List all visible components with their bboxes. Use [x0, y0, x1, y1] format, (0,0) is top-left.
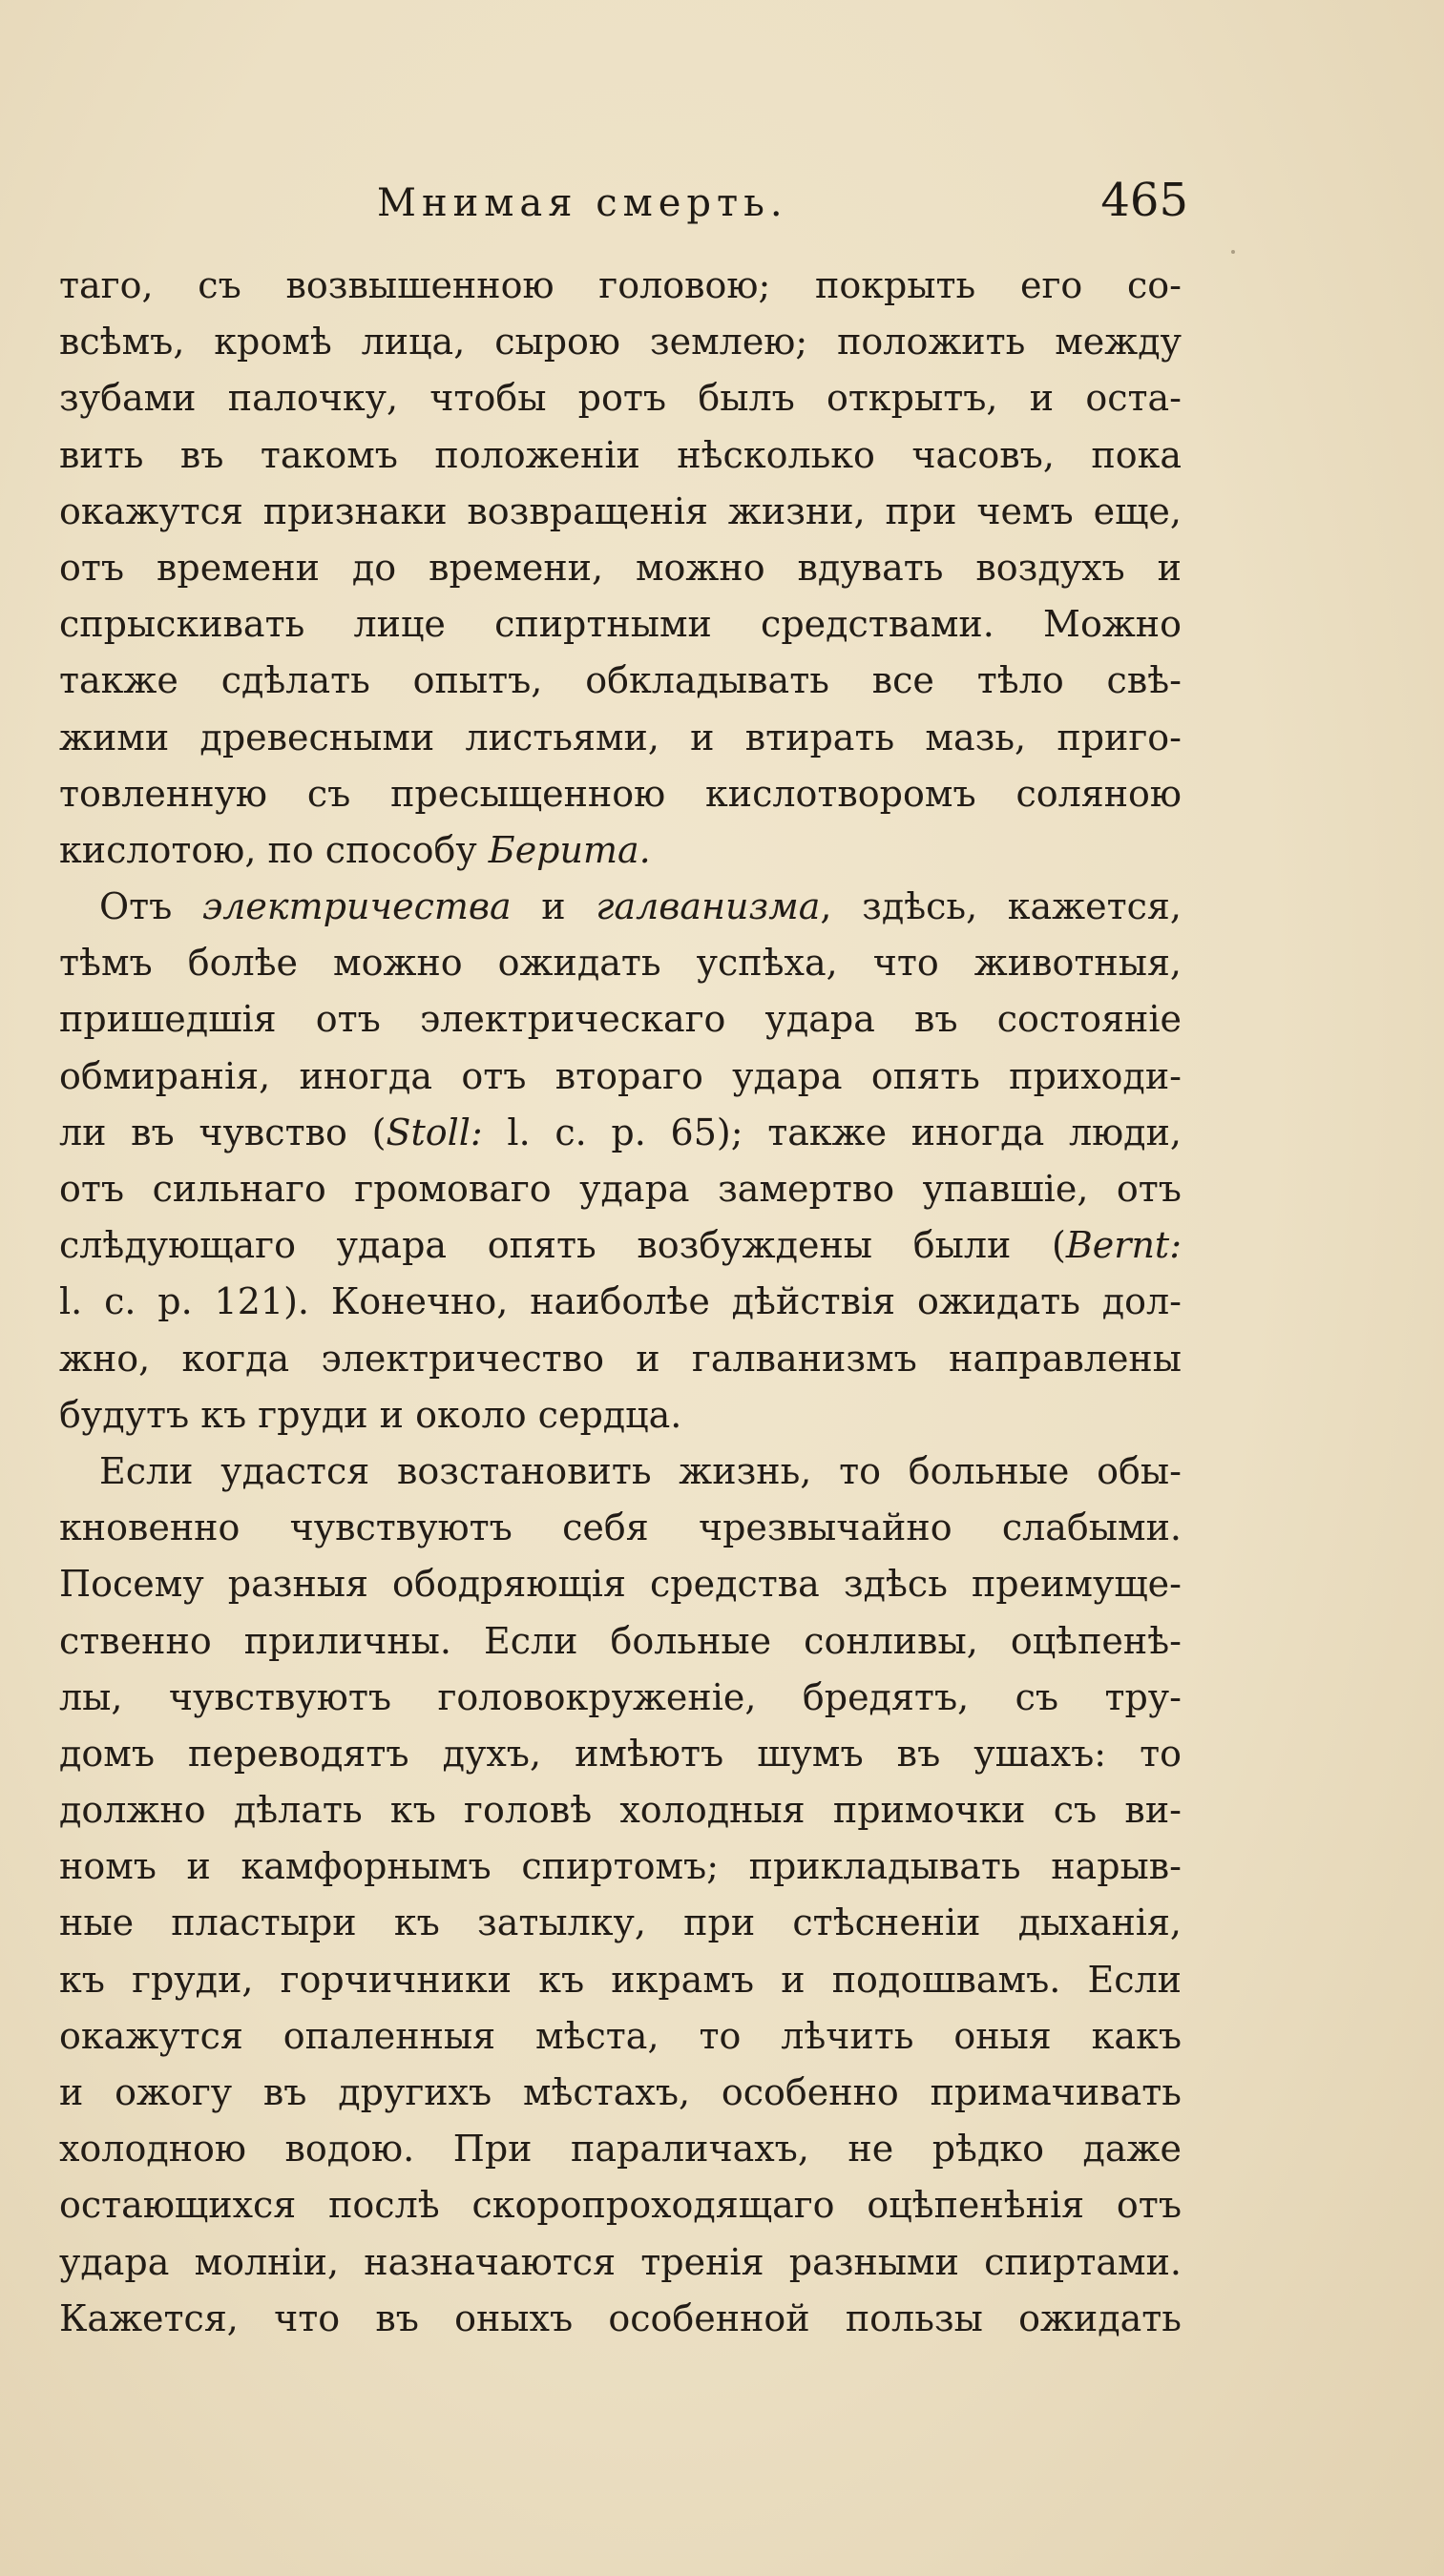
text-line: Кажется, что въ оныхъ особенной пользы ожидать	[59, 2296, 1182, 2339]
text-line: къ груди, горчичники къ икрамъ и подошвамъ. Если	[59, 1958, 1182, 2001]
text-line: Посему разныя ободряющія средства здѣсь преимуще-	[59, 1563, 1182, 1606]
text-line: пришедшія отъ электрическаго удара въ состояніе	[59, 998, 1182, 1041]
text-line: товленную съ пресыщенною кислотворомъ соляною	[59, 772, 1182, 815]
text-line: обмиранія, иногда отъ втораго удара опять приходи-	[59, 1054, 1182, 1097]
paragraph-start-line: Если удастся возстановить жизнь, то больные обы-	[99, 1449, 1182, 1492]
text-line: отъ времени до времени, можно вдувать воздухъ и	[59, 546, 1182, 589]
italic-citation: Bernt:	[1065, 1224, 1182, 1267]
text-line	[59, 822, 1182, 879]
text-line: должно дѣлать къ головѣ холодныя примочки съ ви-	[59, 1789, 1182, 1832]
text-run: ли въ чувство (	[59, 1111, 387, 1153]
text-line: спрыскивать лице спиртными средствами. Можно	[59, 603, 1182, 646]
text-line: таго, съ возвышенною головою; покрыть его со-	[59, 264, 1182, 306]
text-line: остающихся послѣ скоропроходящаго оцѣпенѣнія отъ	[59, 2184, 1182, 2227]
text-line: вить въ такомъ положеніи нѣсколько часовъ, пока	[59, 433, 1182, 476]
text-line: зубами палочку, чтобы ротъ былъ открытъ, и оста-	[59, 377, 1182, 420]
text-line: будутъ къ груди и около сердца.	[59, 1393, 682, 1436]
page-number: 465	[1100, 174, 1188, 227]
text-run: , здѣсь, кажется,	[820, 885, 1182, 928]
text-line: лы, чувствуютъ головокруженіе, бредятъ, съ тру-	[59, 1675, 1182, 1718]
italic-citation: Stoll:	[386, 1111, 483, 1153]
paragraph-start-line	[59, 879, 1182, 935]
body-text	[59, 258, 1182, 2347]
italic-name: Берита.	[488, 828, 651, 871]
italic-term: галванизма	[596, 885, 821, 928]
text-line: номъ и камфорнымъ спиртомъ; прикладывать нарыв-	[59, 1845, 1182, 1888]
running-title: Мнимая смерть.	[377, 181, 788, 225]
text-line	[59, 1217, 1182, 1274]
text-run: кислотою, по способу	[59, 828, 489, 871]
text-line: ственно приличны. Если больные сонливы, оцѣпенѣ-	[59, 1619, 1182, 1662]
text-line: всѣмъ, кромѣ лица, сырою землею; положить между	[59, 321, 1182, 364]
paper-speck	[1231, 250, 1235, 254]
text-line: также сдѣлать опытъ, обкладывать все тѣло свѣ-	[59, 659, 1182, 702]
text-line: холодною водою. При параличахъ, не рѣдко даже	[59, 2128, 1182, 2171]
text-run: слѣдующаго удара опять возбуждены были (	[59, 1224, 1066, 1267]
text-line: тѣмъ болѣе можно ожидать успѣха, что животныя,	[59, 942, 1182, 985]
text-line: и ожогу въ другихъ мѣстахъ, особенно примачивать	[59, 2071, 1182, 2113]
text-line: l. c. p. 121). Конечно, наиболѣе дѣйствія ожидать дол-	[59, 1280, 1182, 1323]
text-line: кновенно чувствуютъ себя чрезвычайно слабыми.	[59, 1506, 1182, 1549]
text-run: и	[511, 885, 596, 928]
text-line: окажутся признаки возвращенія жизни, при чемъ еще,	[59, 489, 1182, 532]
italic-term: электричества	[201, 885, 512, 928]
text-line: жими древесными листьями, и втирать мазь, приго-	[59, 716, 1182, 758]
text-line: удара молніи, назначаются тренія разными спиртами.	[59, 2240, 1182, 2283]
text-line: окажутся опаленныя мѣста, то лѣчить оныя какъ	[59, 2014, 1182, 2057]
text-line: жно, когда электричество и галванизмъ направлены	[59, 1337, 1182, 1380]
text-line: домъ переводятъ духъ, имѣютъ шумъ въ ушахъ: то	[59, 1732, 1182, 1775]
text-run: Отъ	[99, 885, 202, 928]
text-line	[59, 1105, 1182, 1161]
text-run: l. c. p. 65); также иногда люди,	[482, 1111, 1182, 1153]
text-line: ные пластыри къ затылку, при стѣсненіи дыханія,	[59, 1901, 1182, 1944]
page-header	[377, 174, 1188, 239]
text-line: отъ сильнаго громоваго удара замертво упавшіе, отъ	[59, 1168, 1182, 1210]
